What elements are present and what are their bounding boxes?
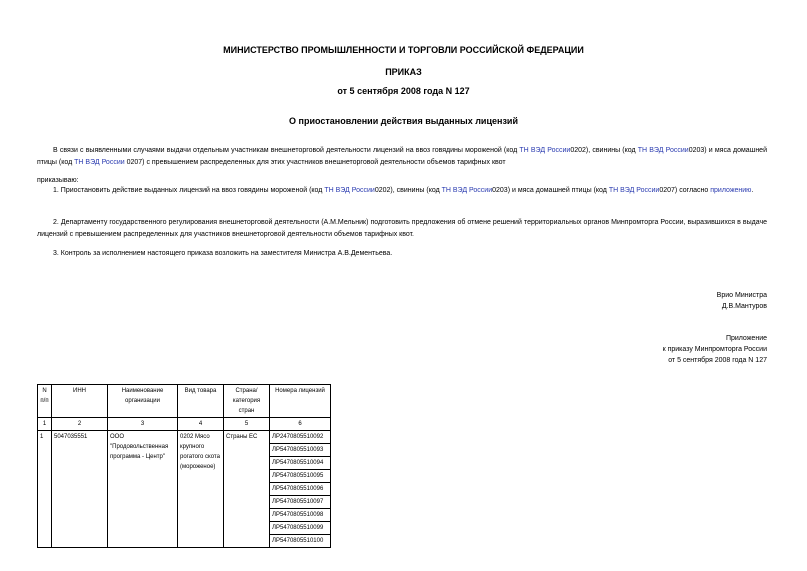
ministry-title: МИНИСТЕРСТВО ПРОМЫШЛЕННОСТИ И ТОРГОВЛИ РОССИЙСКОЙ ФЕДЕРАЦИИ — [223, 45, 584, 55]
license-number: ЛР5470805510100 — [270, 535, 331, 548]
preamble-text-4: 0207) с превышением распределенных для этих участников внешнеторговой деятельности объемов тарифных квот — [124, 159, 506, 166]
preamble-paragraph — [37, 145, 767, 169]
column-number: 3 — [108, 418, 178, 431]
item1-text-1: 1. Приостановить действие выданных лицензий на ввоз говядины мороженой (код — [53, 187, 325, 194]
row-organization: ООО "Продовольственная программа - Центр" — [108, 431, 178, 548]
appendix-line-1: Приложение — [725, 335, 767, 342]
column-number: 2 — [52, 418, 108, 431]
order-word: приказываю: — [37, 177, 79, 184]
header-cell: ИНН — [52, 385, 108, 418]
appendix-link[interactable]: приложению — [710, 187, 752, 194]
header-cell: Наименование организации — [108, 385, 178, 418]
column-number: 5 — [224, 418, 270, 431]
preamble-text-3: 0203) и мяса домашней птицы (код — [37, 147, 767, 166]
license-number: ЛР5470805510098 — [270, 509, 331, 522]
row-inn: 5047035551 — [52, 431, 108, 548]
item1-text-5: . — [751, 187, 754, 194]
tnved-link[interactable]: ТН ВЭД России — [324, 187, 375, 194]
tnved-link[interactable]: ТН ВЭД России — [441, 187, 493, 194]
item-2-paragraph — [37, 217, 767, 241]
header-cell: Номера лицензий — [270, 385, 331, 418]
column-number: 1 — [38, 418, 52, 431]
appendix-line-3: от 5 сентября 2008 года N 127 — [668, 357, 767, 364]
column-number: 6 — [270, 418, 331, 431]
row-goods: 0202 Мясо крупного рогатого скота (мороженое) — [178, 431, 224, 548]
item-1-paragraph — [37, 185, 767, 197]
item1-text-4: 0207) согласно — [659, 187, 711, 194]
signature-position: Врио Министра — [716, 292, 767, 299]
row-country: Страны ЕС — [224, 431, 270, 548]
item1-text-3: 0203) и мяса домашней птицы (код — [492, 187, 609, 194]
license-number: ЛР5470805510094 — [270, 457, 331, 470]
signature-name: Д.В.Мантуров — [721, 303, 767, 310]
signature-block — [560, 290, 767, 312]
license-number: ЛР5470805510093 — [270, 444, 331, 457]
item3-text: 3. Контроль за исполнением настоящего приказа возложить на заместителя Министра А.В.Дементьева. — [53, 250, 393, 257]
header-cell: Вид товара — [178, 385, 224, 418]
doc-date: от 5 сентября 2008 года N 127 — [337, 86, 470, 96]
preamble-text-2: 0202), свинины (код — [570, 147, 638, 154]
item2-text: 2. Департаменту государственного регулирования внешнеторговой деятельности (А.М.Мельник) подготовить предложения об отмене решений территориальных органов Минпромторга России, выразившихся в выдаче лицензий с превышением распределенных для участников внешнеторговой деятельности объемов тарифных квот. — [37, 219, 767, 238]
appendix-line-2: к приказу Минпромторга России — [662, 346, 767, 353]
license-number: ЛР5470805510099 — [270, 522, 331, 535]
header-cell: Страна/ категория стран — [224, 385, 270, 418]
tnved-link[interactable]: ТН ВЭД России — [74, 159, 125, 166]
doc-subject: О приостановлении действия выданных лицензий — [289, 116, 518, 126]
license-number: ЛР2470805510092 — [270, 431, 331, 444]
header-cell: N п/п — [38, 385, 52, 418]
item-3-paragraph — [37, 248, 767, 260]
tnved-link[interactable]: ТН ВЭД России — [519, 147, 571, 154]
tnved-link[interactable]: ТН ВЭД России — [637, 147, 689, 154]
license-number: ЛР5470805510096 — [270, 483, 331, 496]
license-table — [37, 384, 331, 548]
doc-type: ПРИКАЗ — [385, 67, 422, 77]
preamble-text-1: В связи с выявленными случаями выдачи отдельным участникам внешнеторговой деятельности лицензий на ввоз говядины мороженой (код — [53, 147, 520, 154]
item1-text-2: 0202), свинины (код — [374, 187, 442, 194]
appendix-block — [560, 333, 767, 366]
row-number: 1 — [38, 431, 52, 548]
tnved-link[interactable]: ТН ВЭД России — [608, 187, 660, 194]
column-number: 4 — [178, 418, 224, 431]
license-number: ЛР5470805510095 — [270, 470, 331, 483]
table-row — [38, 431, 331, 444]
license-number: ЛР5470805510097 — [270, 496, 331, 509]
table-header-row — [38, 385, 331, 418]
table-number-row — [38, 418, 331, 431]
